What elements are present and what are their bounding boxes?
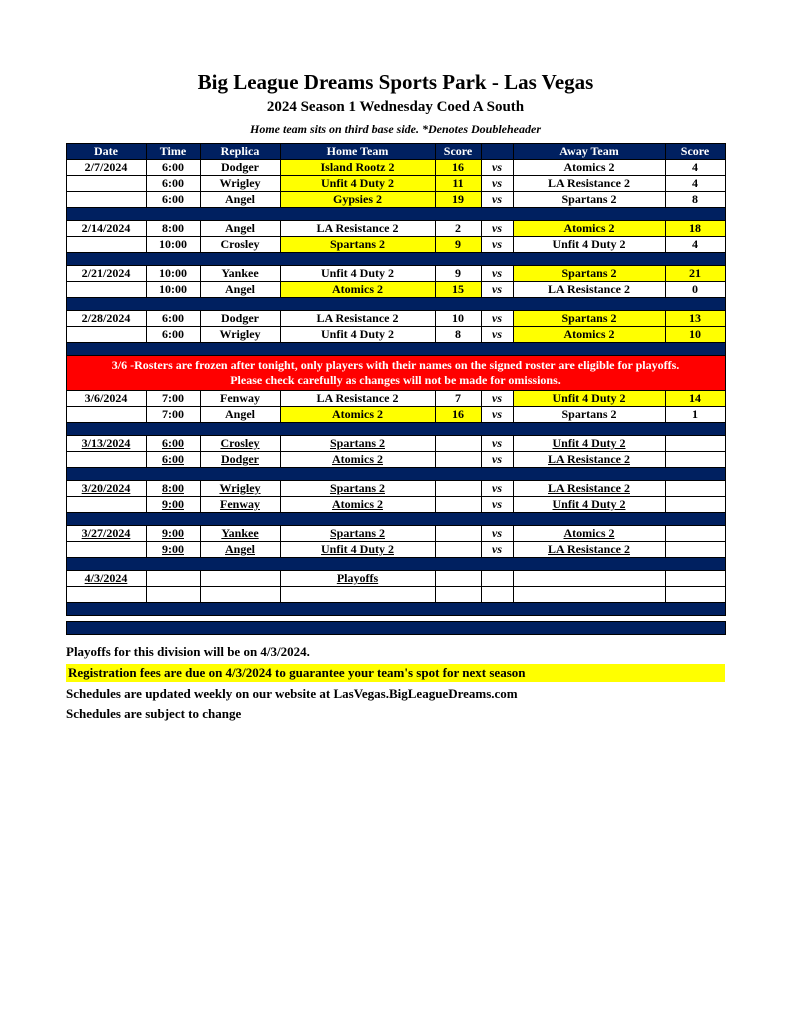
home-score-cell: 9 <box>435 266 481 282</box>
vs-label: vs <box>481 391 513 407</box>
away-team-cell: Unfit 4 Duty 2 <box>513 391 665 407</box>
time-cell: 6:00 <box>146 452 200 468</box>
home-team-cell <box>280 587 435 603</box>
table-header-row <box>66 144 725 160</box>
replica-cell: Angel <box>200 192 280 208</box>
away-score-cell: 14 <box>665 391 725 407</box>
time-cell: 7:00 <box>146 407 200 423</box>
home-team-cell: Unfit 4 Duty 2 <box>280 266 435 282</box>
date-cell: 2/28/2024 <box>66 311 146 327</box>
date-cell: 3/27/2024 <box>66 526 146 542</box>
column-header-vs <box>481 144 513 160</box>
game-row <box>66 542 725 558</box>
vs-label: vs <box>481 266 513 282</box>
vs-label: vs <box>481 282 513 298</box>
page-title: Big League Dreams Sports Park - Las Vegas <box>197 70 594 94</box>
away-score-cell <box>665 436 725 452</box>
separator-row <box>66 513 725 526</box>
replica-cell: Crosley <box>200 436 280 452</box>
home-team-cell: Spartans 2 <box>280 481 435 497</box>
time-cell: 9:00 <box>146 526 200 542</box>
home-score-cell: 11 <box>435 176 481 192</box>
home-team-cell: Unfit 4 Duty 2 <box>280 327 435 343</box>
separator-band <box>66 298 725 311</box>
home-team-cell: Island Rootz 2 <box>280 160 435 176</box>
home-team-cell: Atomics 2 <box>280 282 435 298</box>
away-score-cell <box>665 542 725 558</box>
home-score-cell: 7 <box>435 391 481 407</box>
separator-band <box>66 208 725 221</box>
separator-band <box>66 343 725 356</box>
footer-subject-to-change-note: Schedules are subject to change <box>66 706 242 721</box>
away-team-cell: Atomics 2 <box>513 526 665 542</box>
date-cell: 4/3/2024 <box>66 571 146 587</box>
home-score-cell <box>435 542 481 558</box>
replica-cell: Angel <box>200 407 280 423</box>
away-score-cell <box>665 497 725 513</box>
home-team-note: Home team sits on third base side. *Denotes Doubleheader <box>250 122 541 136</box>
vs-label <box>481 571 513 587</box>
game-row <box>66 192 725 208</box>
column-header-replica: Replica <box>200 144 280 160</box>
date-cell: 2/14/2024 <box>66 221 146 237</box>
date-cell <box>66 327 146 343</box>
away-team-cell <box>513 571 665 587</box>
game-row <box>66 571 725 587</box>
away-team-cell: Spartans 2 <box>513 266 665 282</box>
time-cell <box>146 571 200 587</box>
game-row <box>66 266 725 282</box>
home-team-cell: Spartans 2 <box>280 436 435 452</box>
vs-label: vs <box>481 452 513 468</box>
away-team-cell: LA Resistance 2 <box>513 176 665 192</box>
replica-cell: Wrigley <box>200 176 280 192</box>
separator-band <box>66 603 725 616</box>
home-team-cell: LA Resistance 2 <box>280 391 435 407</box>
away-team-cell <box>513 587 665 603</box>
notice-line: Please check carefully as changes will not be made for omissions. <box>230 373 561 387</box>
away-score-cell: 21 <box>665 266 725 282</box>
separator-row <box>66 468 725 481</box>
time-cell <box>146 587 200 603</box>
replica-cell: Angel <box>200 542 280 558</box>
game-row <box>66 221 725 237</box>
footer-registration-note: Registration fees are due on 4/3/2024 to guarantee your team's spot for next season <box>66 664 725 682</box>
replica-cell: Yankee <box>200 526 280 542</box>
away-score-cell: 4 <box>665 176 725 192</box>
vs-label: vs <box>481 497 513 513</box>
home-team-cell: Spartans 2 <box>280 526 435 542</box>
home-score-cell: 16 <box>435 160 481 176</box>
home-score-cell: 10 <box>435 311 481 327</box>
away-score-cell: 13 <box>665 311 725 327</box>
time-cell: 6:00 <box>146 311 200 327</box>
roster-freeze-notice <box>66 356 725 391</box>
date-cell <box>66 452 146 468</box>
game-row <box>66 237 725 253</box>
away-score-cell <box>665 452 725 468</box>
date-cell <box>66 587 146 603</box>
separator-row <box>66 558 725 571</box>
home-score-cell <box>435 436 481 452</box>
separator-row <box>66 253 725 266</box>
home-score-cell <box>435 481 481 497</box>
away-team-cell: Atomics 2 <box>513 160 665 176</box>
time-cell: 9:00 <box>146 497 200 513</box>
game-row <box>66 176 725 192</box>
away-score-cell: 4 <box>665 160 725 176</box>
time-cell: 10:00 <box>146 282 200 298</box>
separator-row <box>66 603 725 616</box>
away-score-cell <box>665 587 725 603</box>
away-score-cell <box>665 571 725 587</box>
game-row <box>66 327 725 343</box>
vs-label: vs <box>481 542 513 558</box>
replica-cell <box>200 587 280 603</box>
away-team-cell: LA Resistance 2 <box>513 282 665 298</box>
away-team-cell: Spartans 2 <box>513 311 665 327</box>
date-cell: 2/7/2024 <box>66 160 146 176</box>
home-team-cell: LA Resistance 2 <box>280 311 435 327</box>
away-score-cell: 1 <box>665 407 725 423</box>
home-team-cell: Playoffs <box>280 571 435 587</box>
time-cell: 6:00 <box>146 327 200 343</box>
replica-cell: Wrigley <box>200 481 280 497</box>
roster-freeze-notice-row <box>66 356 725 391</box>
away-team-cell: Spartans 2 <box>513 192 665 208</box>
column-header-time: Time <box>146 144 200 160</box>
time-cell: 10:00 <box>146 237 200 253</box>
replica-cell: Fenway <box>200 391 280 407</box>
game-row <box>66 526 725 542</box>
home-team-cell: Gypsies 2 <box>280 192 435 208</box>
home-score-cell: 19 <box>435 192 481 208</box>
game-row <box>66 160 725 176</box>
time-cell: 6:00 <box>146 176 200 192</box>
home-team-cell: Atomics 2 <box>280 407 435 423</box>
game-row <box>66 587 725 603</box>
away-score-cell <box>665 481 725 497</box>
away-team-cell: Atomics 2 <box>513 221 665 237</box>
date-cell <box>66 497 146 513</box>
replica-cell: Angel <box>200 221 280 237</box>
separator-band <box>66 423 725 436</box>
replica-cell: Dodger <box>200 452 280 468</box>
home-score-cell <box>435 452 481 468</box>
replica-cell: Wrigley <box>200 327 280 343</box>
replica-cell: Dodger <box>200 311 280 327</box>
away-score-cell: 4 <box>665 237 725 253</box>
away-team-cell: Unfit 4 Duty 2 <box>513 237 665 253</box>
game-row <box>66 452 725 468</box>
date-cell: 3/20/2024 <box>66 481 146 497</box>
footer-website-note: Schedules are updated weekly on our website at LasVegas.BigLeagueDreams.com <box>66 686 518 701</box>
vs-label: vs <box>481 407 513 423</box>
home-team-cell: Unfit 4 Duty 2 <box>280 542 435 558</box>
replica-cell: Angel <box>200 282 280 298</box>
away-team-cell: LA Resistance 2 <box>513 452 665 468</box>
home-score-cell <box>435 571 481 587</box>
home-score-cell: 15 <box>435 282 481 298</box>
game-row <box>66 407 725 423</box>
separator-band <box>66 253 725 266</box>
column-header-away-team: Away Team <box>513 144 665 160</box>
separator-band <box>66 622 725 635</box>
home-score-cell: 16 <box>435 407 481 423</box>
vs-label: vs <box>481 160 513 176</box>
away-score-cell <box>665 526 725 542</box>
away-score-cell: 8 <box>665 192 725 208</box>
vs-label: vs <box>481 176 513 192</box>
time-cell: 6:00 <box>146 160 200 176</box>
vs-label: vs <box>481 481 513 497</box>
notice-line: 3/6 -Rosters are frozen after tonight, only players with their names on the signed roster are eligible for playoffs. <box>111 358 680 372</box>
vs-label: vs <box>481 221 513 237</box>
time-cell: 7:00 <box>146 391 200 407</box>
game-row <box>66 311 725 327</box>
game-row <box>66 282 725 298</box>
away-score-cell: 10 <box>665 327 725 343</box>
home-score-cell <box>435 497 481 513</box>
date-cell <box>66 282 146 298</box>
separator-row <box>66 423 725 436</box>
separator-band <box>66 558 725 571</box>
replica-cell: Dodger <box>200 160 280 176</box>
time-cell: 8:00 <box>146 481 200 497</box>
home-team-cell: Unfit 4 Duty 2 <box>280 176 435 192</box>
date-cell <box>66 407 146 423</box>
column-header-score: Score <box>665 144 725 160</box>
separator-row <box>66 298 725 311</box>
separator-band <box>66 468 725 481</box>
home-score-cell: 9 <box>435 237 481 253</box>
vs-label: vs <box>481 237 513 253</box>
home-score-cell: 8 <box>435 327 481 343</box>
vs-label <box>481 587 513 603</box>
replica-cell: Fenway <box>200 497 280 513</box>
home-team-cell: Atomics 2 <box>280 452 435 468</box>
time-cell: 9:00 <box>146 542 200 558</box>
date-cell: 3/13/2024 <box>66 436 146 452</box>
away-score-cell: 0 <box>665 282 725 298</box>
date-cell <box>66 542 146 558</box>
away-team-cell: Atomics 2 <box>513 327 665 343</box>
column-header-home-team: Home Team <box>280 144 435 160</box>
away-team-cell: Unfit 4 Duty 2 <box>513 436 665 452</box>
vs-label: vs <box>481 436 513 452</box>
time-cell: 10:00 <box>146 266 200 282</box>
home-team-cell: LA Resistance 2 <box>280 221 435 237</box>
separator-row <box>66 343 725 356</box>
schedule-table <box>66 143 726 635</box>
home-team-cell: Atomics 2 <box>280 497 435 513</box>
game-row <box>66 481 725 497</box>
date-cell <box>66 176 146 192</box>
column-header-score: Score <box>435 144 481 160</box>
home-score-cell <box>435 587 481 603</box>
date-cell <box>66 237 146 253</box>
vs-label: vs <box>481 526 513 542</box>
away-score-cell: 18 <box>665 221 725 237</box>
footer-playoffs-note: Playoffs for this division will be on 4/3/2024. <box>66 644 310 659</box>
date-cell <box>66 192 146 208</box>
vs-label: vs <box>481 311 513 327</box>
date-cell: 2/21/2024 <box>66 266 146 282</box>
game-row <box>66 436 725 452</box>
vs-label: vs <box>481 192 513 208</box>
time-cell: 6:00 <box>146 436 200 452</box>
away-team-cell: LA Resistance 2 <box>513 481 665 497</box>
column-header-date: Date <box>66 144 146 160</box>
home-score-cell: 2 <box>435 221 481 237</box>
vs-label: vs <box>481 327 513 343</box>
away-team-cell: Unfit 4 Duty 2 <box>513 497 665 513</box>
time-cell: 8:00 <box>146 221 200 237</box>
separator-row <box>66 208 725 221</box>
game-row <box>66 391 725 407</box>
home-team-cell: Spartans 2 <box>280 237 435 253</box>
away-team-cell: Spartans 2 <box>513 407 665 423</box>
separator-row <box>66 622 725 635</box>
separator-band <box>66 513 725 526</box>
replica-cell: Yankee <box>200 266 280 282</box>
replica-cell <box>200 571 280 587</box>
time-cell: 6:00 <box>146 192 200 208</box>
home-score-cell <box>435 526 481 542</box>
away-team-cell: LA Resistance 2 <box>513 542 665 558</box>
replica-cell: Crosley <box>200 237 280 253</box>
date-cell: 3/6/2024 <box>66 391 146 407</box>
footer-notes <box>66 644 725 722</box>
game-row <box>66 497 725 513</box>
page-subtitle: 2024 Season 1 Wednesday Coed A South <box>266 99 525 115</box>
